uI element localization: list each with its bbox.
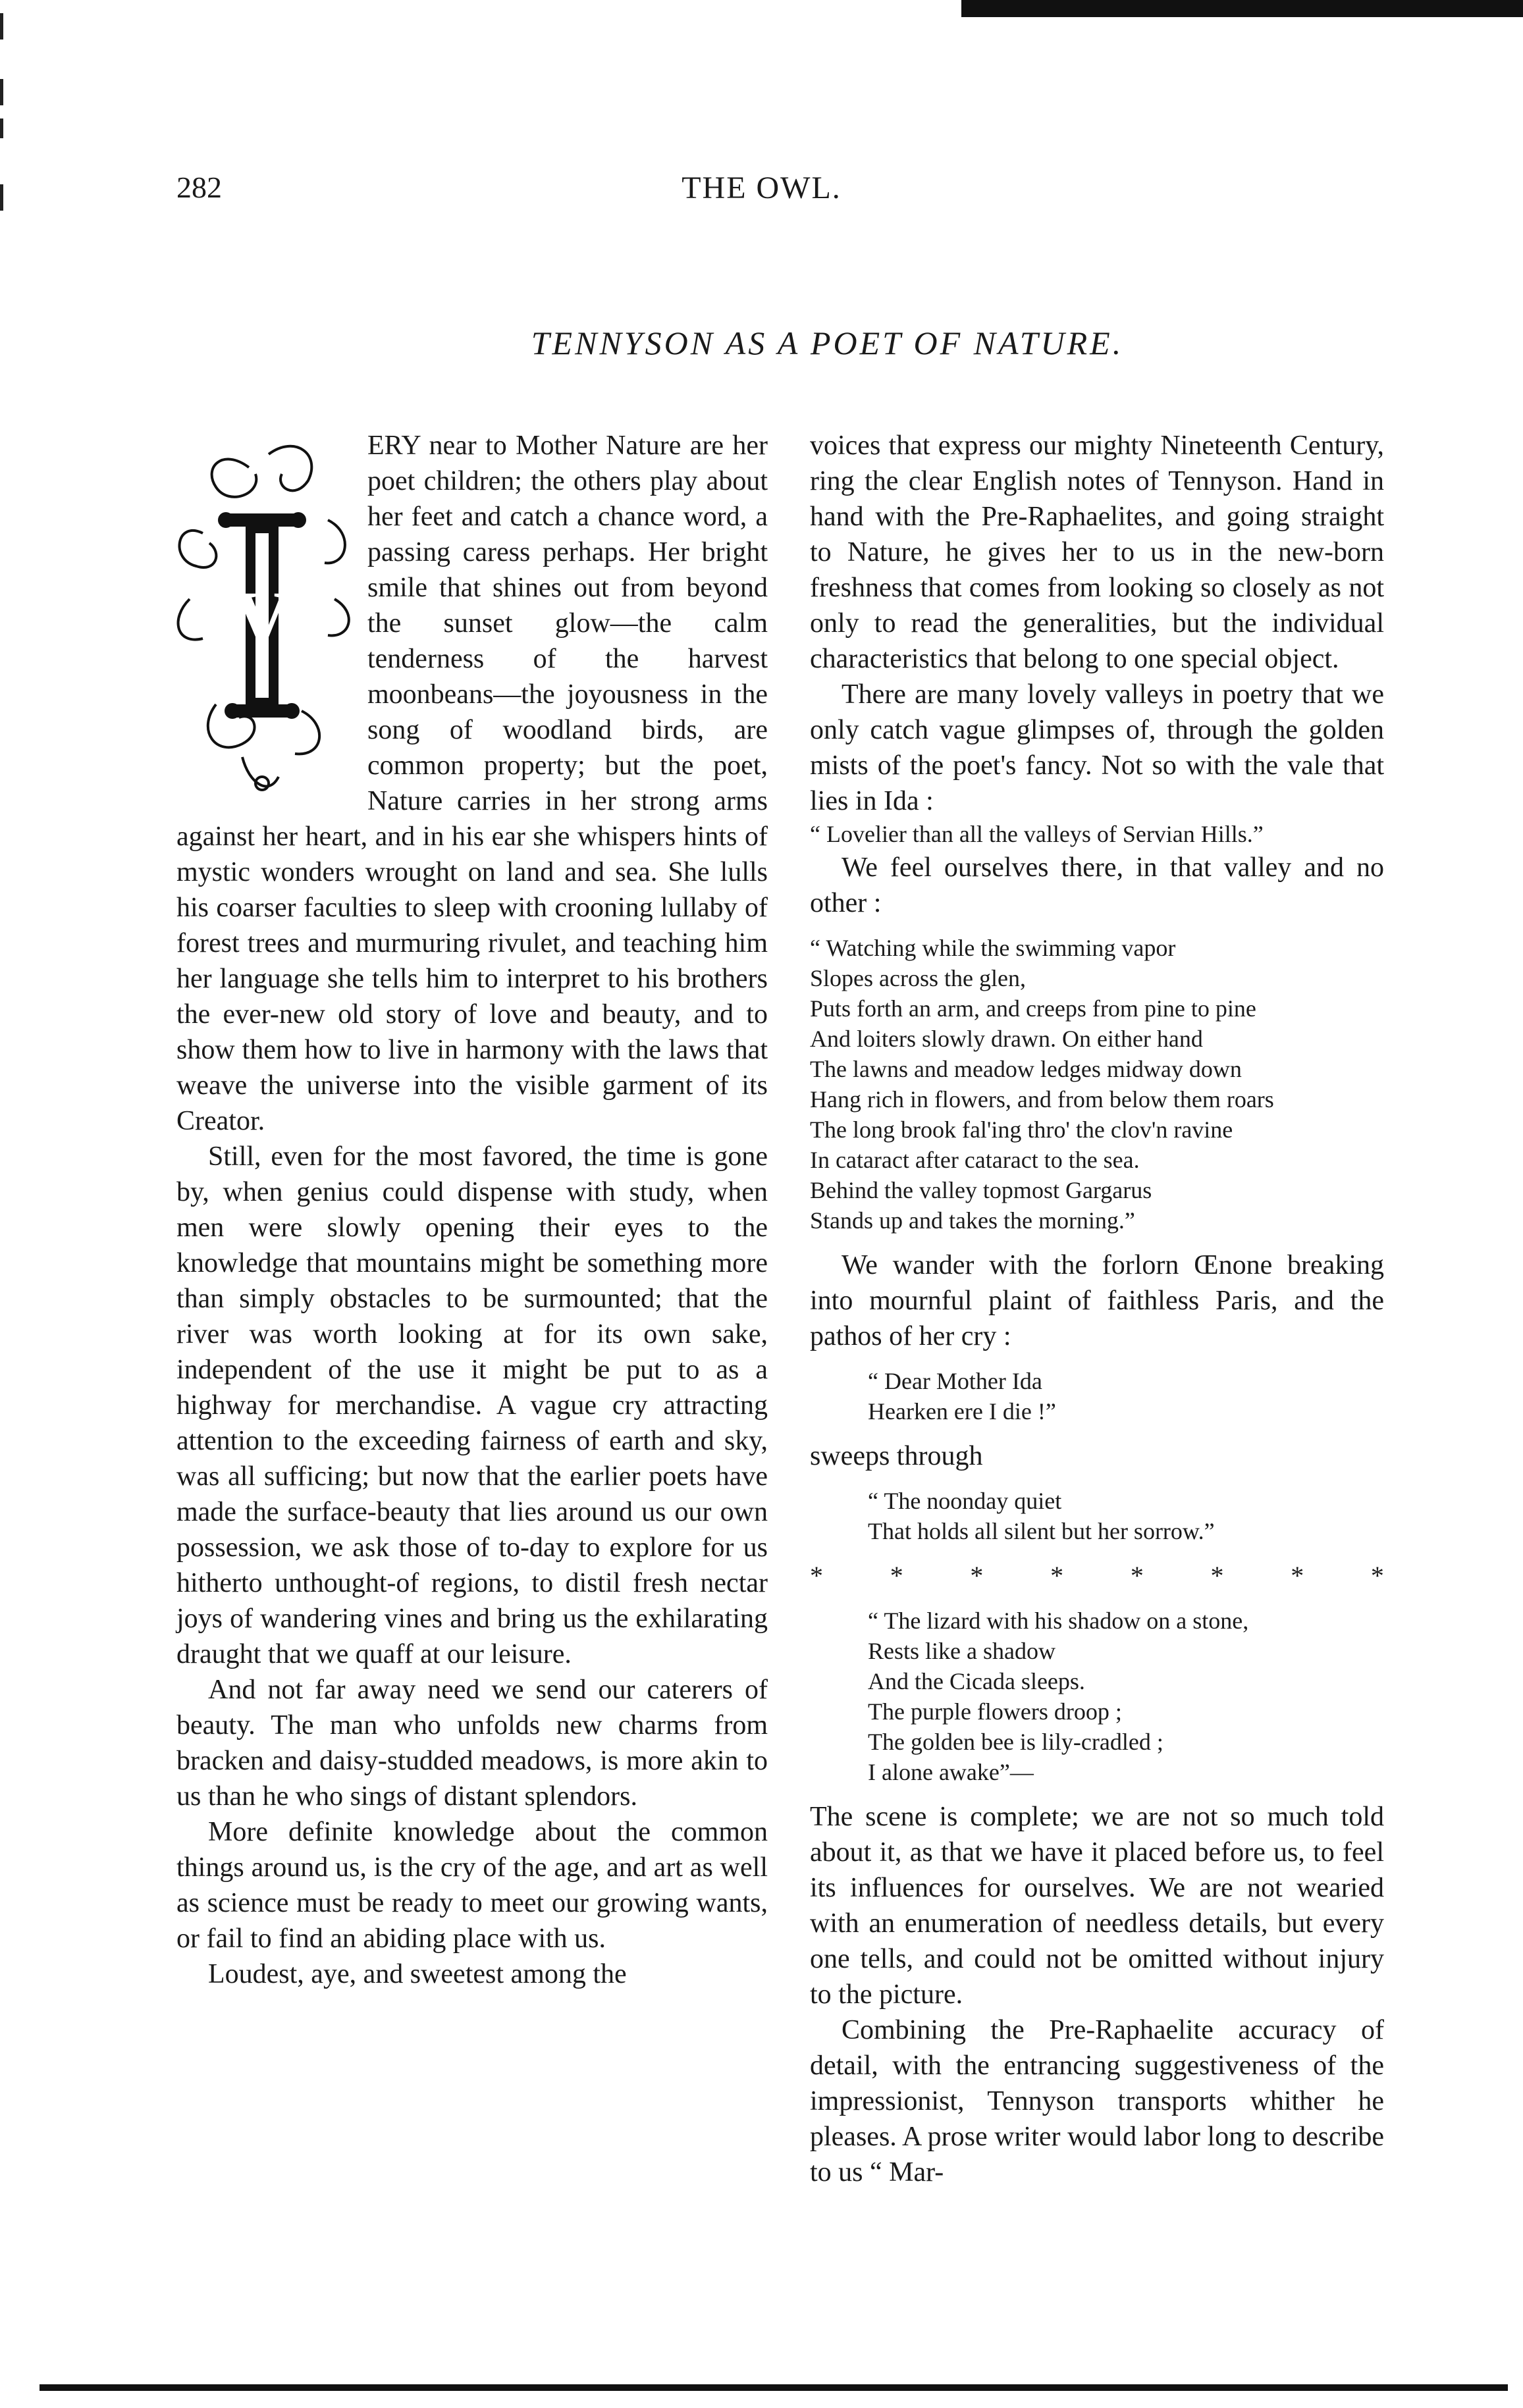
verse-line: “ The noonday quiet (868, 1488, 1062, 1514)
star: * (1370, 1561, 1384, 1590)
verse-block (810, 933, 1384, 1236)
verse-block (810, 1606, 1384, 1787)
paragraph: Combining the Pre-Raphaelite accuracy of detail, with the entrancing suggestiveness of the impressionist, Tennyson transports whither he pleases. A prose writer would labor long to describe to us “ Mar- (810, 2015, 1384, 2187)
verse-line: “ Dear Mother Ida (868, 1368, 1042, 1394)
verse-line: Rests like a shadow (868, 1638, 1055, 1664)
verse-line: And the Cicada sleeps. (868, 1668, 1085, 1694)
verse-line: Hearken ere I die !” (868, 1398, 1056, 1425)
star: * (1130, 1561, 1144, 1590)
paragraph: More definite knowledge about the common things around us, is the cry of the age, and art as well as science must be ready to meet our growing wants, or fail to find an abiding place with us. (176, 1817, 768, 1954)
verse-line: Stands up and takes the morning.” (810, 1207, 1135, 1234)
article-title: TENNYSON AS A POET OF NATURE. (531, 325, 1124, 361)
drop-cap-letter: V (233, 575, 291, 662)
paragraph: There are many lovely valleys in poetry that we only catch vague glimpses of, through the golden mists of the poet's fancy. Not so with the vale that lies in Ida : (810, 679, 1384, 816)
verse-line: Hang rich in flowers, and from below them roars (810, 1086, 1274, 1112)
star: * (1050, 1561, 1064, 1590)
margin-mark (0, 13, 3, 39)
running-title: THE OWL. (681, 170, 842, 205)
verse-line: “ Watching while the swimming vapor (810, 935, 1176, 961)
verse-block (810, 1486, 1384, 1546)
left-column (176, 428, 768, 1992)
quotation: “ Lovelier than all the valleys of Servian Hills.” (810, 821, 1264, 847)
ornamental-drop-cap (163, 428, 361, 810)
margin-mark (0, 118, 3, 138)
verse-line: And loiters slowly drawn. On either hand (810, 1026, 1203, 1052)
asterism (810, 1558, 1384, 1594)
paragraph: sweeps through (810, 1441, 983, 1471)
margin-mark (0, 79, 3, 105)
verse-block (810, 1366, 1384, 1426)
star: * (970, 1561, 984, 1590)
paragraph: And not far away need we send our caterers of beauty. The man who unfolds new charms from bracken and daisy-studded meadows, is more akin to us than he who sings of distant splendors. (176, 1675, 768, 1812)
verse-line: I alone awake”— (868, 1759, 1034, 1785)
bottom-rule (40, 2384, 1508, 2391)
paragraph: We feel ourselves there, in that valley and no other : (810, 852, 1384, 918)
verse-line: That holds all silent but her sorrow.” (868, 1518, 1215, 1544)
verse-line: Slopes across the glen, (810, 965, 1026, 991)
paragraph: voices that express our mighty Nineteenth Century, ring the clear English notes of Tennyson. Hand in hand with the Pre-Raphaelites, and going straight to Nature, he gives her to us in the new-born freshness that comes from looking so closely as not only to read the generalities, but the individual characteristics that belong to one special object. (810, 431, 1384, 674)
paragraph: We wander with the forlorn Œnone breaking into mournful plaint of faithless Paris, and the pathos of her cry : (810, 1250, 1384, 1351)
verse-line: In cataract after cataract to the sea. (810, 1147, 1140, 1173)
star: * (1291, 1561, 1304, 1590)
paragraph: Loudest, aye, and sweetest among the (208, 1959, 627, 1989)
verse-line: “ The lizard with his shadow on a stone, (868, 1608, 1249, 1634)
verse-line: The golden bee is lily-cradled ; (868, 1729, 1163, 1755)
verse-line: Puts forth an arm, and creeps from pine to pine (810, 995, 1256, 1022)
page-number: 282 (176, 170, 222, 204)
verse-line: Behind the valley topmost Gargarus (810, 1177, 1152, 1203)
verse-line: The purple flowers droop ; (868, 1698, 1122, 1725)
verse-line: The lawns and meadow ledges midway down (810, 1056, 1242, 1082)
star: * (810, 1561, 823, 1590)
star: * (890, 1561, 903, 1590)
right-column (810, 428, 1384, 2190)
verse-line: The long brook fal'ing thro' the clov'n ravine (810, 1116, 1233, 1143)
paragraph: ERY near to Mother Nature are her poet children; the others play about her feet and catch a chance word, a passing caress perhaps. Her bright smile that shines out from beyond the sunset glow—the calm tenderness of the harvest moonbeans—the joyousness in the song of woodland birds, are common property; but the poet, Nature carries in her strong arms against her heart, and in his ear she whispers hints of mystic wonders wrought on land and sea. She lulls his coarser faculties to sleep with crooning lullaby of forest trees and murmuring rivulet, and teaching him her language she tells him to interpret to his brothers the ever-new old story of love and beauty, and to show them how to live in harmony with the laws that weave the universe into the visible garment of its Creator. (176, 431, 768, 1136)
top-rule (961, 0, 1523, 17)
paragraph: The scene is complete; we are not so much told about it, as that we have it placed before us, to feel its influences for ourselves. We are not wearied with an enumeration of needless details, but every one tells, and could not be omitted without injury to the picture. (810, 1802, 1384, 2010)
paragraph: Still, even for the most favored, the time is gone by, when genius could dispense with study, when men were slowly opening their eyes to the knowledge that mountains might be something more than simply obstacles to be surmounted; that the river was worth looking at for its own sake, independent of the use it might be put to as a highway for merchandise. A vague cry attracting attention to the exceeding fairness of earth and sky, was all sufficing; but now that the earlier poets have made the surface-beauty that lies around us our own possession, we ask those of to-day to explore for us hitherto unthought-of regions, to distil fresh nectar joys of wandering vines and bring us the exhilarating draught that we quaff at our leisure. (176, 1141, 768, 1669)
star: * (1210, 1561, 1224, 1590)
